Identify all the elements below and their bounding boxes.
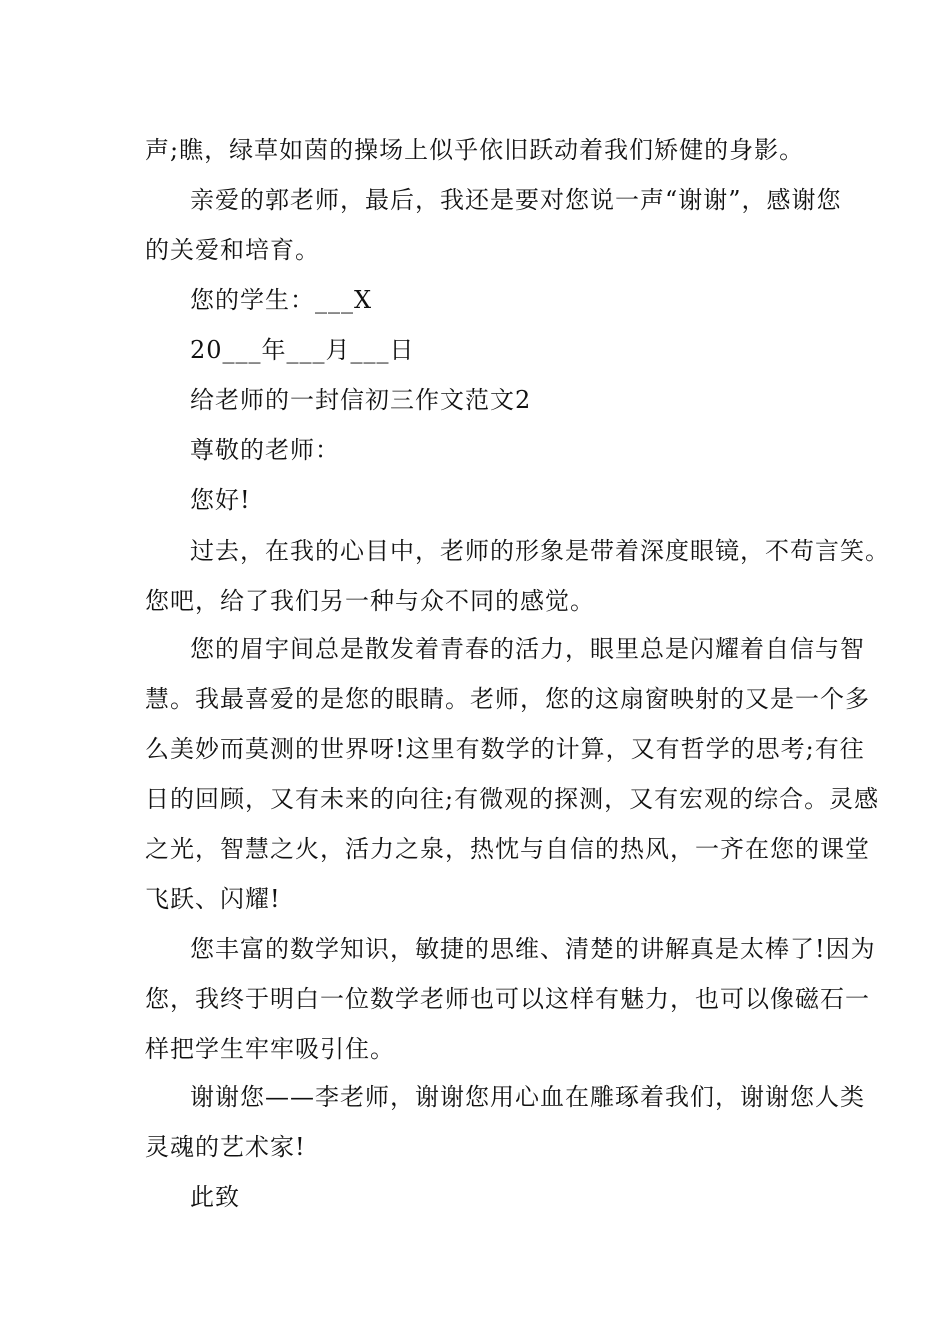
date-line: 20___年___月___日 bbox=[190, 336, 415, 364]
text-line: 样把学生牢牢吸引住。 bbox=[145, 1035, 395, 1063]
text-line: 日的回顾，又有未来的向往;有微观的探测，又有宏观的综合。灵感 bbox=[145, 785, 880, 813]
text-line: 之光，智慧之火，活力之泉，热忱与自信的热风，一齐在您的课堂 bbox=[145, 835, 870, 863]
text-line: 过去，在我的心目中，老师的形象是带着深度眼镜，不苟言笑。 bbox=[190, 537, 890, 565]
signature-line: 您的学生：___X bbox=[190, 286, 373, 314]
text-line: 么美妙而莫测的世界呀!这里有数学的计算，又有哲学的思考;有往 bbox=[145, 735, 865, 763]
text-line: 的关爱和培育。 bbox=[145, 236, 320, 264]
text-line: 谢谢您——李老师，谢谢您用心血在雕琢着我们，谢谢您人类 bbox=[190, 1083, 865, 1111]
text-line: 您，我终于明白一位数学老师也可以这样有魅力，也可以像磁石一 bbox=[145, 985, 870, 1013]
text-line: 您丰富的数学知识，敏捷的思维、清楚的讲解真是太棒了!因为 bbox=[190, 935, 876, 963]
text-line: 声;瞧，绿草如茵的操场上似乎依旧跃动着我们矫健的身影。 bbox=[145, 136, 805, 164]
text-line: 飞跃、闪耀! bbox=[145, 885, 281, 913]
greeting: 您好! bbox=[190, 486, 251, 514]
section-title: 给老师的一封信初三作文范文2 bbox=[190, 386, 532, 414]
text-line: 灵魂的艺术家! bbox=[145, 1133, 306, 1161]
text-line: 您吧，给了我们另一种与众不同的感觉。 bbox=[145, 587, 595, 615]
text-line: 您的眉宇间总是散发着青春的活力，眼里总是闪耀着自信与智 bbox=[190, 635, 865, 663]
salutation: 尊敬的老师： bbox=[190, 436, 340, 464]
text-line: 慧。我最喜爱的是您的眼睛。老师，您的这扇窗映射的又是一个多 bbox=[145, 685, 870, 713]
closing: 此致 bbox=[190, 1183, 240, 1211]
text-line: 亲爱的郭老师，最后，我还是要对您说一声“谢谢”，感谢您 bbox=[190, 186, 842, 214]
